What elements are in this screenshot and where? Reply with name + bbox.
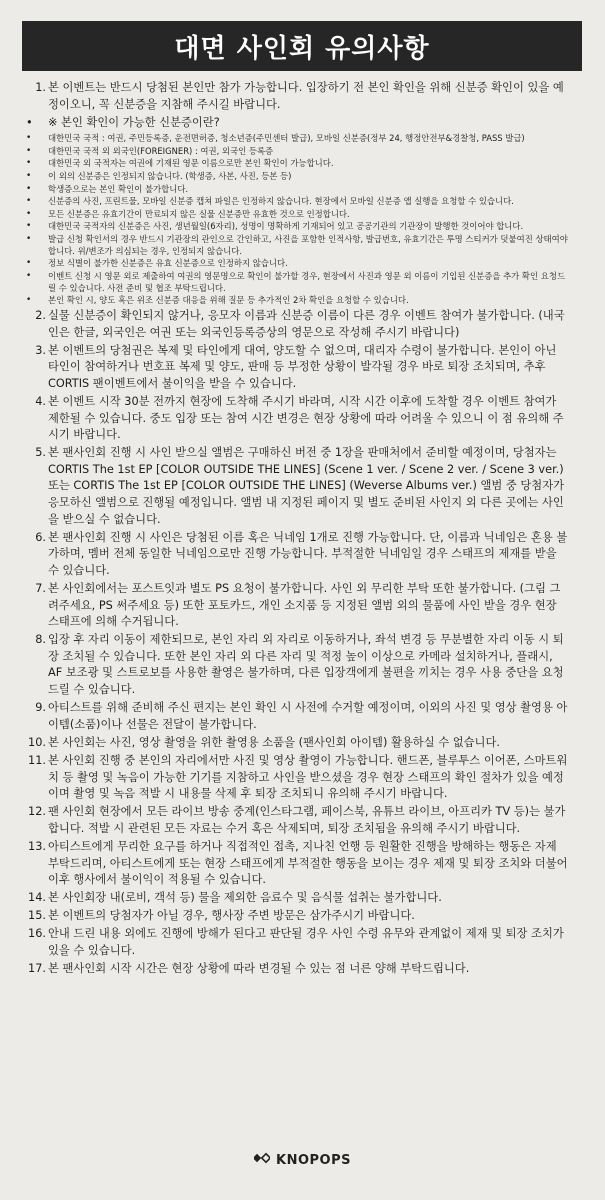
footer-logo-text: KNOPOPS <box>276 1152 351 1168</box>
notice-item-text: 아티스트에게 무리한 요구를 하거나 직접적인 접촉, 지나친 언행 등 원활한 진행을 방해하는 행동은 자제 부탁드리며, 아티스트에게 또는 현장 스태프에게 부적절한 행동을 보이는 경우 제재 및 퇴장 조치와 더불어 이후 행사에서 불이익이 적용될 수 있습니다. <box>48 839 568 887</box>
notice-item-number: 9 . <box>23 700 46 717</box>
notice-item <box>35 445 568 528</box>
id-bullet: • 이 외의 신분증은 인정되지 않습니다. (학생증, 사본, 사진, 등본 등) <box>48 171 568 183</box>
id-bullet: • 학생증으로는 본인 확인이 불가합니다. <box>48 184 568 196</box>
id-bullet: • 이벤트 신청 시 영문 외로 제출하여 여권의 영문명으로 확인이 불가할 경우, 현장에서 사진과 영문 외 이름이 기입된 신분증을 추가 확인 요청드릴 수 있습니다. 사전 준비 및 협조 부탁드립니다. <box>48 271 568 295</box>
title-bar <box>22 21 582 71</box>
notice-item-number: 4 . <box>23 394 46 411</box>
notice-item-number: 15 . <box>23 908 46 925</box>
notice-item <box>35 530 568 580</box>
notice-item-number: 13 . <box>23 839 46 856</box>
notice-item <box>28 926 568 959</box>
notice-item-text: 본 이벤트 시작 30분 전까지 현장에 도착해 주시기 바라며, 시작 시간 이후에 도착할 경우 이벤트 참여가 제한될 수 있습니다. 중도 입장 또는 참여 시간 변경은 현장 상황에 따라 어려울 수 있으니 이 점 유의해 주시기 바랍니다. <box>48 394 564 442</box>
notice-item <box>28 890 568 907</box>
id-bullet: • 신분증의 사진, 프린트물, 모바일 신분증 캡쳐 파일은 인정하지 않습니다. 현장에서 모바일 신분증 앱 실행을 요청할 수 있습니다. <box>48 196 568 208</box>
notice-item-text: 본 사인회 진행 중 본인의 자리에서만 사진 및 영상 촬영이 가능합니다. 핸드폰, 블루투스 이어폰, 스마트워치 등 촬영 및 녹음이 가능한 기기를 지참하고 사인을 받으셨을 경우 현장 스태프의 확인 절차가 있을 예정이며 촬영 및 녹음 적발 시 내용물 삭제 후 퇴장 조치되니 유의해 주시기 바랍니다. <box>48 753 568 801</box>
notice-item-text: 본 사인회장 내(로비, 객석 등) 물을 제외한 음료수 및 음식물 섭취는 불가합니다. <box>48 891 442 905</box>
notice-item-number: 5 . <box>23 445 46 462</box>
notice-item-number: 3 . <box>23 343 46 360</box>
notice-item-number: 6 . <box>23 530 46 547</box>
footer <box>0 1150 605 1170</box>
notice-item-number: 1 . <box>23 80 46 97</box>
notice-item <box>28 753 568 803</box>
notice-item <box>35 394 568 444</box>
page-title: 대면 사인회 유의사항 <box>174 33 430 64</box>
notice-item-text: 팬 사인회 현장에서 모든 라이브 방송 중계(인스타그램, 페이스북, 유튜브 라이브, 아프리카 TV 등)는 불가합니다. 적발 시 관련된 모든 자료는 수거 혹은 삭제되며, 퇴장 조치됨을 유의해 주시기 바랍니다. <box>48 805 566 835</box>
notice-item-number: 16 . <box>23 926 46 943</box>
notice-item <box>28 804 568 837</box>
notice-item <box>35 343 568 393</box>
notice-item-number: 17 . <box>23 961 46 978</box>
notice-item-text: 실물 신분증이 확인되지 않거나, 응모자 이름과 신분증 이름이 다른 경우 이벤트 참여가 불가합니다. (내국인은 한글, 외국인은 여권 또는 외국인등록증상의 영문으로 작성해 주시기 바랍니다) <box>48 309 565 339</box>
notice-item-text: 본 이벤트의 당첨자가 아닐 경우, 행사장 주변 방문은 삼가주시기 바랍니다. <box>48 909 415 923</box>
notice-item-number: 10 . <box>23 735 46 752</box>
notice-item-text: 입장 후 자리 이동이 제한되므로, 본인 자리 외 자리로 이동하거나, 좌석 변경 등 무분별한 자리 이동 시 퇴장 조치될 수 있습니다. 또한 본인 자리 외 다른 자리 및 적정 높이 이상으로 카메라 설치하거나, 플래시, AF 보조광 및 스트로보를 사용한 촬영은 불가하며, 다른 입장객에게 불편을 끼치는 경우 사용 중단을 요청드릴 수 있습니다. <box>48 633 564 697</box>
notice-item-number: 7 . <box>23 581 46 598</box>
notice-item <box>35 632 568 698</box>
id-bullet: • 대한민국 국적 외 외국인(FOREIGNER) : 여권, 외국인 등록증 <box>48 146 568 158</box>
notice-item <box>28 961 568 978</box>
id-bullet: • 대한민국 국적자의 신분증은 사진, 생년월일(6자리), 성명이 명확하게 기재되어 있고 공공기관의 기관장이 발행한 것이어야 합니다. <box>48 221 568 233</box>
id-bullet: • 발급 신청 확인서의 경우 반드시 기관장의 관인으로 간인하고, 사진을 포함한 인적사항, 발급번호, 유효기간은 투명 스티커가 덧붙여진 상태여야 합니다. 위/변조가 의심되는 경우, 인정되지 않습니다. <box>48 234 568 258</box>
notice-item <box>35 581 568 631</box>
knopops-logo-icon <box>254 1150 270 1170</box>
id-bullet: • 모든 신분증은 유효기간이 만료되지 않은 실물 신분증만 유효한 것으로 인정합니다. <box>48 209 568 221</box>
notice-item-number: 8 . <box>23 632 46 649</box>
notice-list <box>28 80 568 979</box>
notice-item <box>35 80 568 113</box>
notice-item-text: 아티스트를 위해 준비해 주신 편지는 본인 확인 시 사전에 수거할 예정이며, 이외의 사진 및 영상 촬영용 아이템(소품)이나 선물은 전달이 불가합니다. <box>48 701 568 731</box>
notice-item-text: 본 이벤트의 당첨권은 복제 및 타인에게 대여, 양도할 수 없으며, 대리자 수령이 불가합니다. 본인이 아닌 타인이 참여하거나 번호표 복제 및 양도, 판매 등 부정한 상황이 발각될 경우 바로 퇴장 조치되며, 추후 CORTIS 팬이벤트에서 불이익을 받을 수 있습니다. <box>48 343 557 390</box>
notice-item-text: 본 이벤트는 반드시 당첨된 본인만 참가 가능합니다. 입장하기 전 본인 확인을 위해 신분증 확인이 있을 예정이오니, 꼭 신분증을 지참해 주시길 바랍니다. <box>48 81 564 111</box>
id-note: • ※ 본인 확인이 가능한 신분증이란? <box>48 115 568 132</box>
notice-item-number: 2 . <box>23 308 46 325</box>
id-bullet: • 정보 식별이 불가한 신분증은 유효 신분증으로 인정하지 않습니다. <box>48 258 568 270</box>
notice-item-text: 본 팬사인회 진행 시 사인 받으실 앨범은 구매하신 버전 중 1장을 판매처에서 준비할 예정이며, 당첨자는 CORTIS The 1st EP [COLOR OUTSIDE THE LINES] (Scene 1 ver. / Scene 2 ver. / Scene 3 ver.) 또는 CORTIS The 1st EP [COLOR OUTSIDE THE LINES] (Weverse Albums ver.) 앨범 중 당첨자가 응모하신 앨범으로 진행될 예정입니다. 앨범 내 지정된 페이지 및 별도 준비된 사인지 외 다른 곳에는 사인을 받으실 수 없습니다. <box>48 446 565 526</box>
notice-item <box>35 308 568 341</box>
notice-item-text: 본 사인회에서는 포스트잇과 별도 PS 요청이 불가합니다. 사인 외 무리한 부탁 또한 불가합니다. (그림 그려주세요, PS 써주세요 등) 또한 포토카드, 개인 소지품 등 지정된 앨범 외의 물품에 사인 받을 경우 현장 스태프에 의해 수거됩니다. <box>48 582 561 629</box>
notice-item <box>28 735 568 752</box>
notice-item-text: 본 사인회는 사진, 영상 촬영을 위한 촬영용 소품을 (팬사인회 아이템) 활용하실 수 없습니다. <box>48 735 500 749</box>
notice-item-text: 본 팬사인회 진행 시 사인은 당첨된 이름 혹은 닉네임 1개로 진행 가능합니다. 단, 이름과 닉네임은 혼용 불가하며, 멤버 전체 동일한 닉네임으로만 진행 가능합니다. 부적절한 닉네임일 경우 스태프의 제재를 받을 수 있습니다. <box>48 530 568 577</box>
notice-item-number: 11 . <box>23 753 46 770</box>
notice-item-text: 안내 드린 내용 외에도 진행에 방해가 된다고 판단될 경우 사인 수령 유무와 관계없이 제재 및 퇴장 조치가 있을 수 있습니다. <box>48 927 564 957</box>
notice-item-text: 본 팬사인회 시작 시간은 현장 상황에 따라 변경될 수 있는 점 너른 양해 부탁드립니다. <box>48 962 470 976</box>
id-bullet: • 대한민국 국적 : 여권, 주민등록증, 운전면허증, 청소년증(주민센터 발급), 모바일 신분증(정부 24, 행정안전부&경찰청, PASS 발급) <box>48 133 568 145</box>
id-bullet: • 대한민국 외 국적자는 여권에 기재된 영문 이름으로만 본인 확인이 가능합니다. <box>48 158 568 170</box>
notice-item <box>35 700 568 733</box>
notice-item-number: 14 . <box>23 890 46 907</box>
id-bullet: • 본인 확인 시, 양도 혹은 위조 신분증 대응을 위해 질문 등 추가적인 2차 확인을 요청할 수 있습니다. <box>48 295 568 307</box>
notice-item <box>28 839 568 889</box>
notice-item-number: 12 . <box>23 804 46 821</box>
notice-item <box>28 908 568 925</box>
